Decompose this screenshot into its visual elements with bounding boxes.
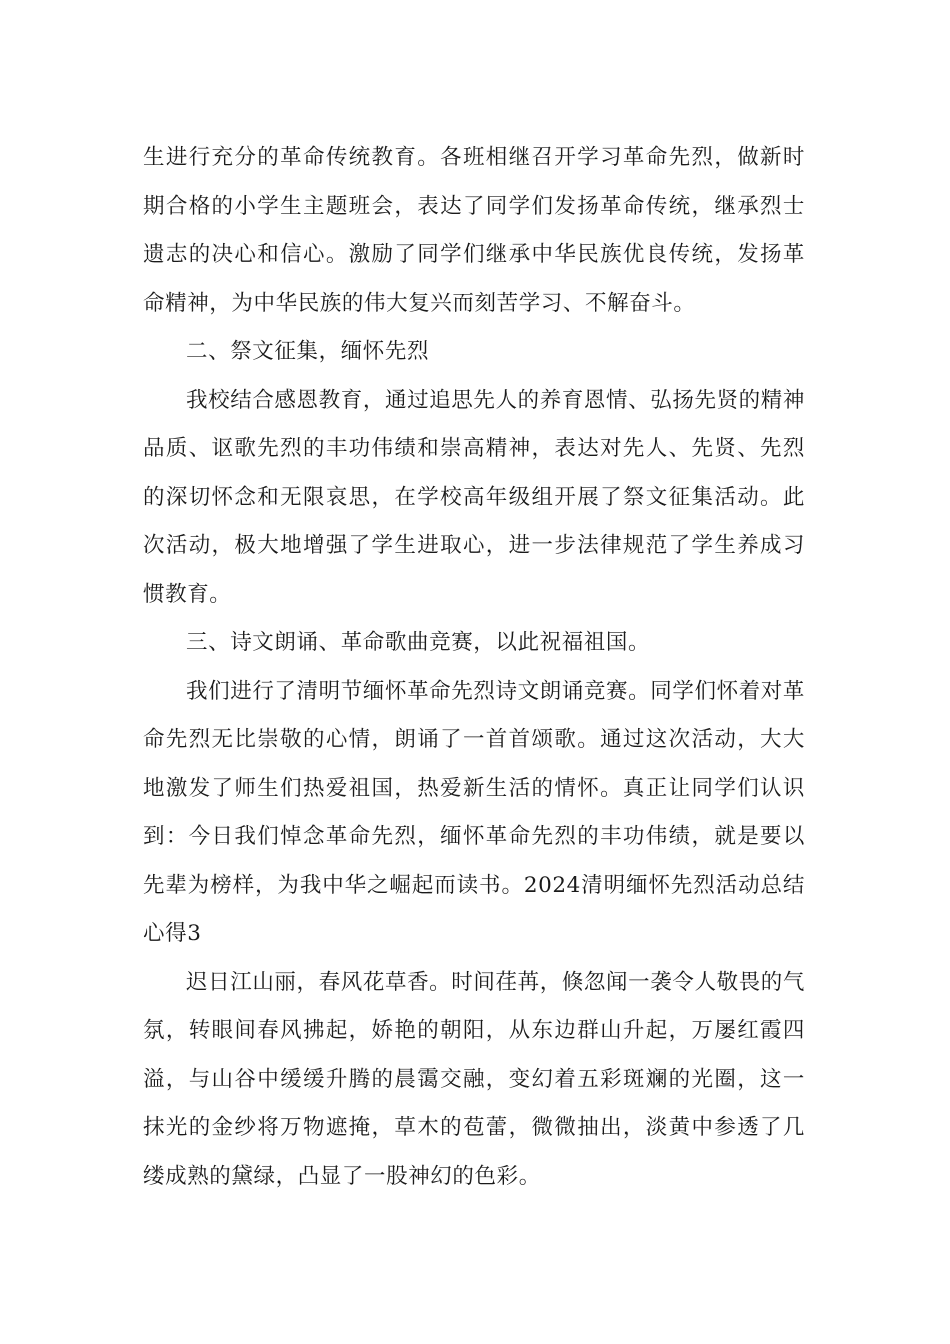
section-heading-3: 三、诗文朗诵、革命歌曲竞赛，以此祝福祖国。 [186, 630, 651, 655]
document-body [143, 134, 805, 1201]
paragraph-recitation: 我们进行了清明节缅怀革命先烈诗文朗诵竞赛。同学们怀着对革命先烈无比崇敬的心情，朗诵了一首首颂歌。通过这次活动，大大地激发了师生们热爱祖国，热爱新生活的情怀。真正让同学们认识到：今日我们悼念革命先烈，缅怀革命先烈的丰功伟绩，就是要以先辈为榜样，为我中华之崛起而读书。2024清明缅怀先烈活动总结心得3 [143, 678, 805, 946]
paragraph-spring-scene: 迟日江山丽，春风花草香。时间荏苒，倏忽闻一袭令人敬畏的气氛，转眼间春风拂起，娇艳的朝阳，从东边群山升起，万屡红霞四溢，与山谷中缓缓升腾的晨霭交融，变幻着五彩斑斓的光圈，这一抹光的金纱将万物遮掩，草木的苞蕾，微微抽出，淡黄中参透了几缕成熟的黛绿，凸显了一股神幻的色彩。 [143, 969, 805, 1189]
paragraph-essay-collection: 我校结合感恩教育，通过追思先人的养育恩情、弘扬先贤的精神品质、讴歌先烈的丰功伟绩和崇高精神，表达对先人、先贤、先烈的深切怀念和无限哀思，在学校高年级组开展了祭文征集活动。此次活动，极大地增强了学生进取心，进一步法律规范了学生养成习惯教育。 [143, 387, 805, 607]
section-heading-2: 二、祭文征集，缅怀先烈 [186, 339, 430, 364]
paragraph-continuation: 生进行充分的革命传统教育。各班相继召开学习革命先烈，做新时期合格的小学生主题班会，表达了同学们发扬革命传统，继承烈士遗志的决心和信心。激励了同学们继承中华民族优良传统，发扬革命精神，为中华民族的伟大复兴而刻苦学习、不解奋斗。 [143, 145, 805, 316]
